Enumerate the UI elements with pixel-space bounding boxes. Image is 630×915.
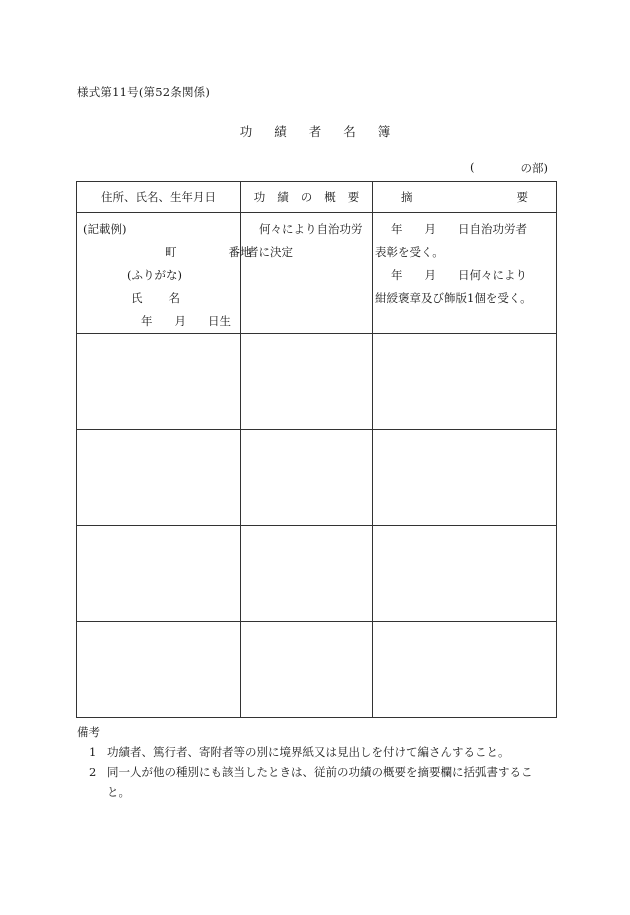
document-title: 功績者名簿: [239, 124, 413, 139]
header-remarks: 摘 要: [373, 182, 557, 213]
example-address-cell: [77, 213, 252, 334]
blank-row: [77, 526, 557, 622]
register-table: [76, 181, 557, 718]
section-label-text: の部): [520, 161, 548, 175]
example-remarks-cell: [373, 213, 557, 334]
example-row: [77, 213, 557, 334]
blank-cell[interactable]: [77, 526, 241, 622]
example-remarks-line2: 表彰を受く。: [375, 245, 444, 259]
blank-cell[interactable]: [77, 334, 241, 430]
example-merit-text: 何々により自治功労者に決定: [247, 222, 363, 259]
blank-cell[interactable]: [241, 622, 373, 718]
example-remarks-line1: 年 月 日自治功労者: [391, 222, 527, 236]
header-address-name-birthdate: 住所、氏名、生年月日: [77, 182, 241, 213]
remark-text: 功績者、篤行者、寄附者等の別に境界紙又は見出しを付けて編さんすること。: [107, 745, 510, 759]
remarks-heading: 備考: [77, 725, 100, 739]
remark-item: [77, 762, 555, 802]
remark-text: 同一人が他の種別にも該当したときは、従前の功績の概要を摘要欄に括弧書すること。: [107, 765, 533, 799]
example-merit-cell: [241, 213, 373, 334]
form-number: 様式第11号(第52条関係): [77, 85, 211, 99]
header-merit-summary: 功 績 の 概 要: [241, 182, 373, 213]
section-open-paren: (: [470, 160, 475, 174]
blank-cell[interactable]: [77, 622, 241, 718]
remark-number: 1: [89, 745, 97, 759]
blank-cell[interactable]: [77, 430, 241, 526]
blank-cell[interactable]: [373, 430, 557, 526]
blank-row: [77, 430, 557, 526]
example-birthdate-line: 年 月 日生: [141, 314, 231, 328]
blank-cell[interactable]: [241, 430, 373, 526]
blank-row: [77, 334, 557, 430]
example-remarks-line3: 年 月 日何々により: [391, 268, 527, 282]
header-row: [77, 182, 557, 213]
blank-cell[interactable]: [373, 622, 557, 718]
example-label: (記載例): [83, 222, 127, 236]
blank-cell[interactable]: [373, 526, 557, 622]
section-label: [470, 160, 548, 176]
remark-item: [77, 742, 555, 762]
remark-number: 2: [89, 765, 97, 779]
remarks-section: [77, 722, 555, 802]
example-town-line: 町 番地: [165, 245, 252, 259]
blank-cell[interactable]: [241, 334, 373, 430]
blank-row: [77, 622, 557, 718]
blank-cell[interactable]: [241, 526, 373, 622]
example-name-line: 氏 名: [131, 291, 180, 305]
example-remarks-line4: 紺綬褒章及び飾版1個を受く。: [375, 291, 532, 305]
blank-cell[interactable]: [373, 334, 557, 430]
example-furigana-line: (ふりがな): [127, 268, 182, 282]
